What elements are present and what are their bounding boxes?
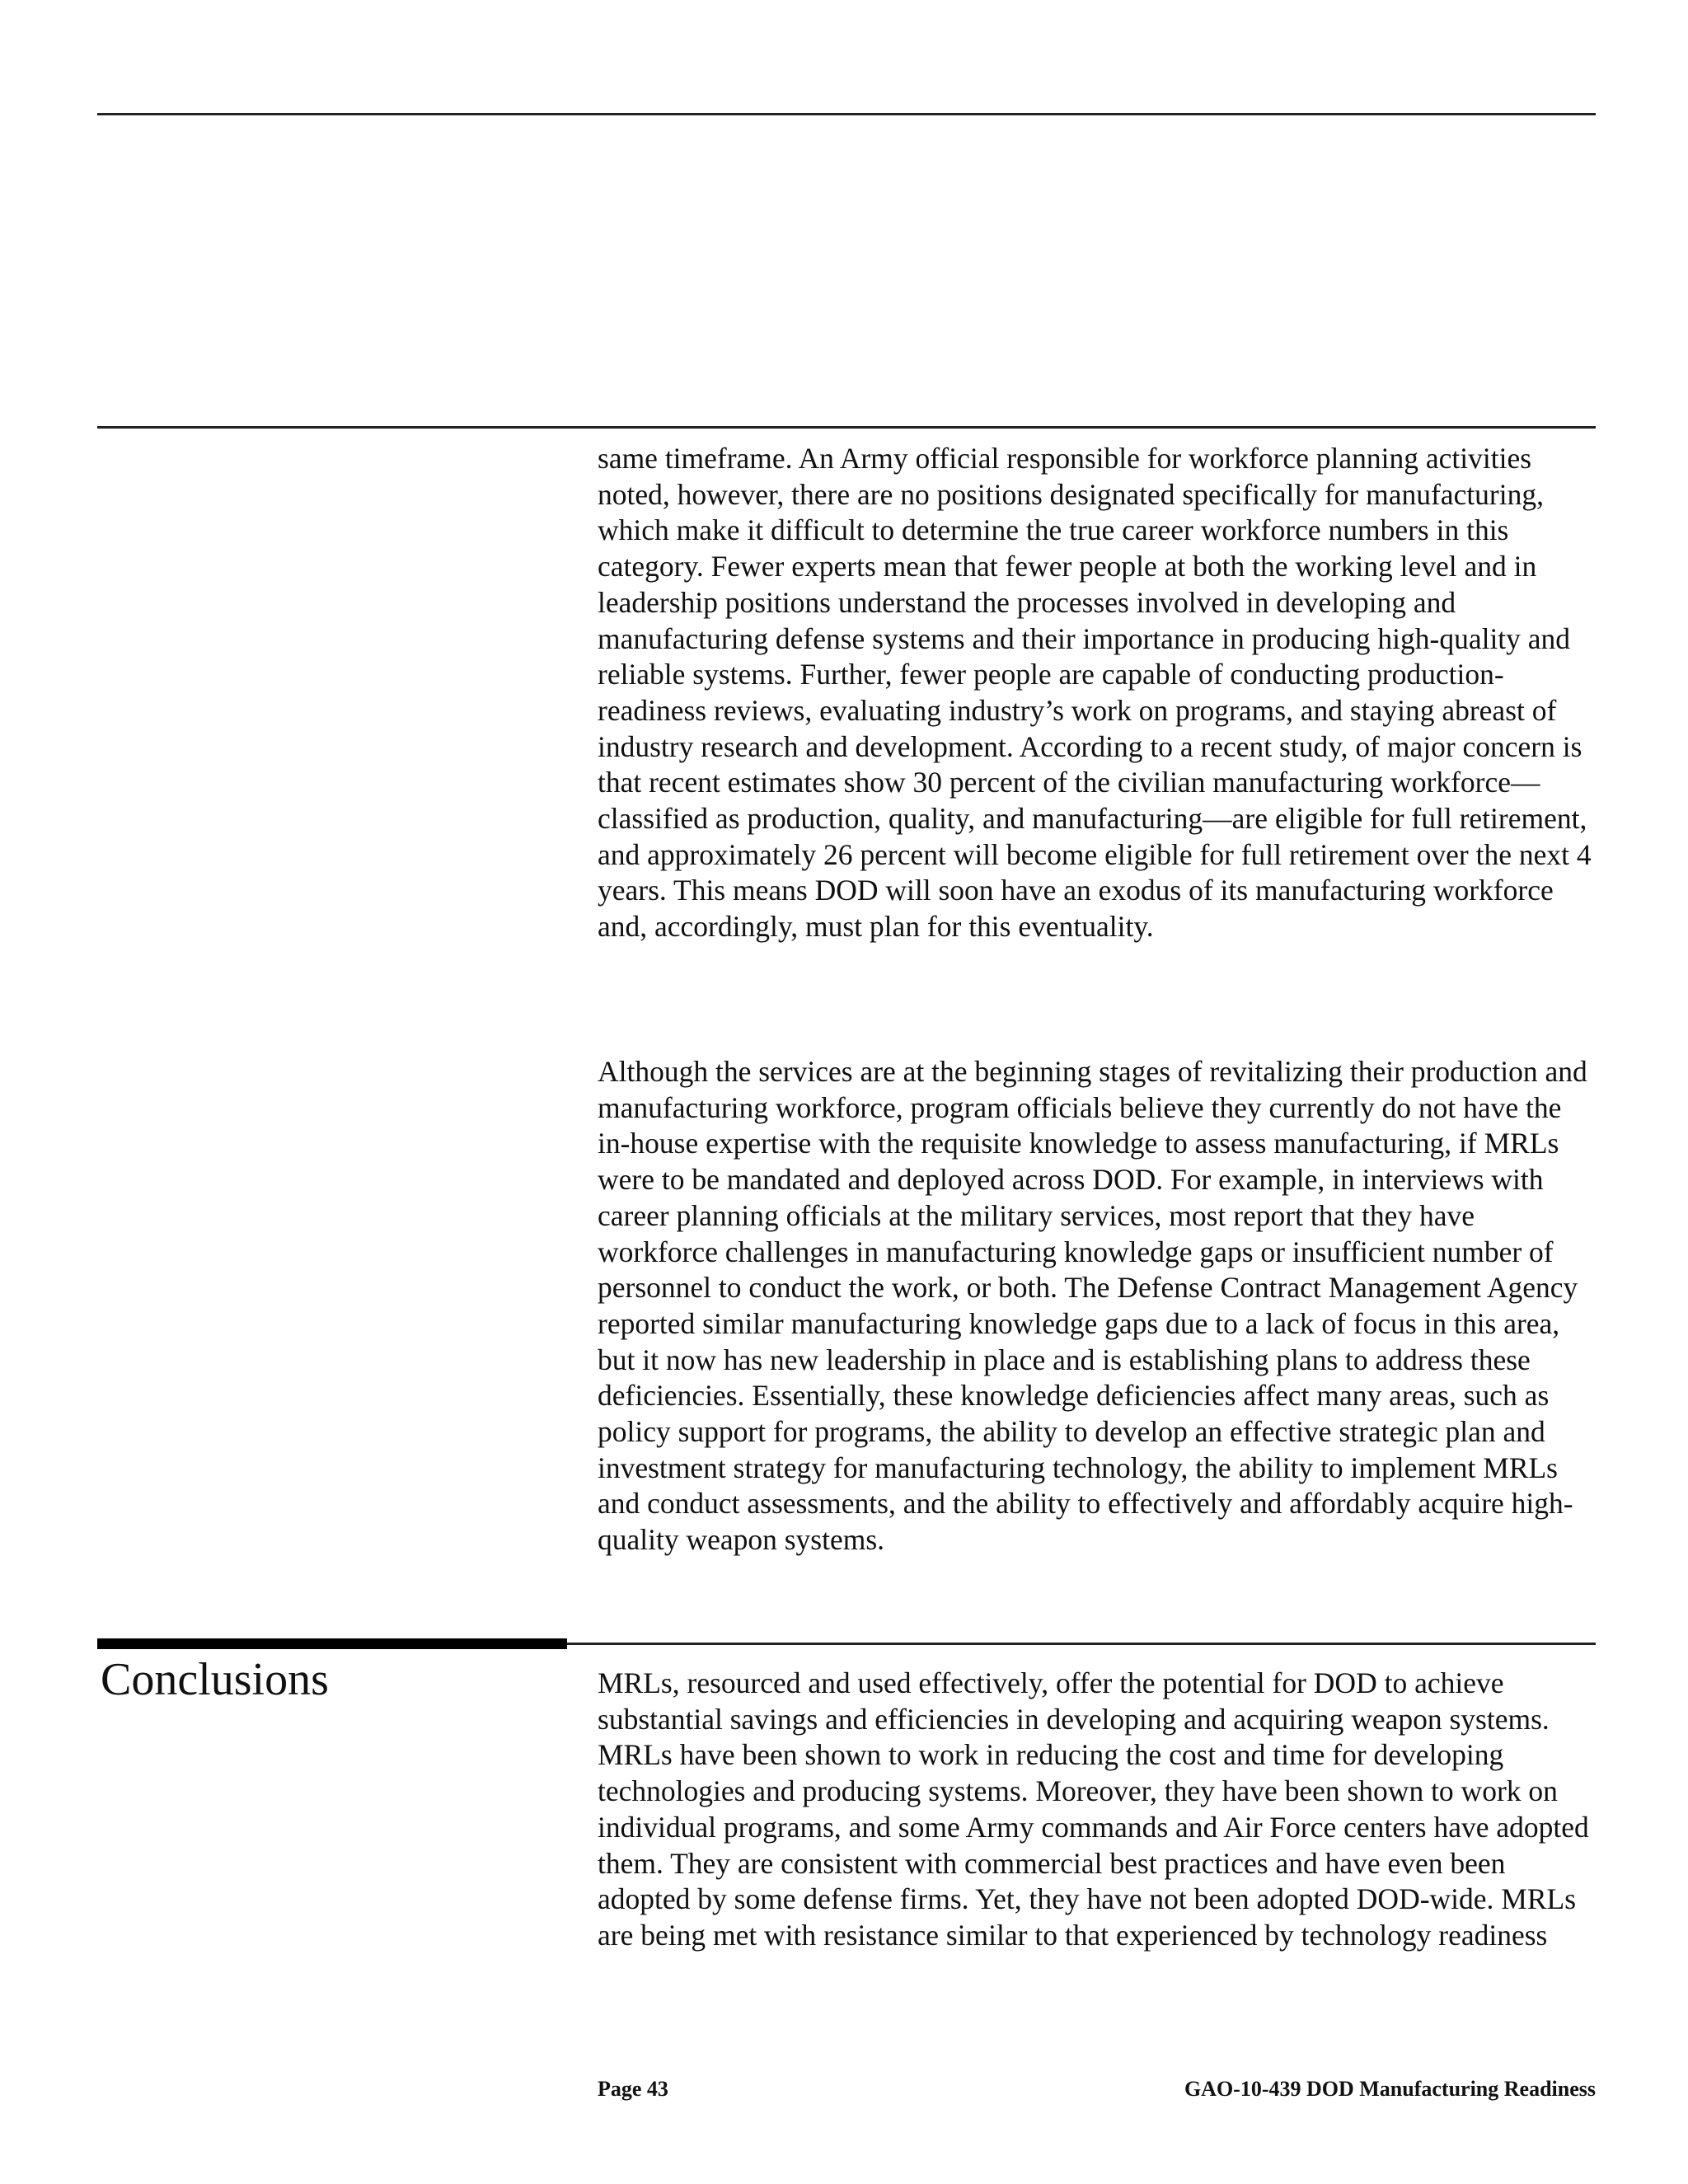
- section-rule: [97, 426, 1596, 429]
- body-paragraph: [598, 441, 1599, 945]
- paragraph-text: Although the services are at the beginning stages of revitalizing their production and manufacturing workforce, program officials believe they currently do not have the in-house expertise with the requisite knowledge to assess manufacturing, if MRLs were to be mandated and deployed across DOD. For example, in interviews with career planning officials at the military services, most report that they have workforce challenges in manufacturing knowledge gaps or insufficient number of personnel to conduct the work, or both. The Defense Contract Management Agency reported similar manufacturing knowledge gaps due to a lack of focus in this area, but it now has new leadership in place and is establishing plans to address these deficiencies. Essentially, these knowledge deficiencies affect many areas, such as policy support for programs, the ability to develop an effective strategic plan and investment strategy for manufacturing technology, the ability to implement MRLs and conduct assessments, and the ability to effectively and affordably acquire high-quality weapon systems.: [598, 1055, 1587, 1557]
- section-heading: Conclusions: [101, 1654, 329, 1705]
- paragraph-text: same timeframe. An Army official responsible for workforce planning activities noted, however, there are no positions designated specifically for manufacturing, which make it difficult to determine the true career workforce numbers in this category. Fewer experts mean that fewer people at both the working level and in leadership positions understand the processes involved in developing and manufacturing defense systems and their importance in producing high-quality and reliable systems. Further, fewer people are capable of conducting production-readiness reviews, evaluating industry’s work on programs, and staying abreast of industry research and development. According to a recent study, of major concern is that recent estimates show 30 percent of the civilian manufacturing workforce—classified as production, quality, and manufacturing—are eligible for full retirement, and approximately 26 percent will become eligible for full retirement over the next 4 years. This means DOD will soon have an exodus of its manufacturing workforce and, accordingly, must plan for this eventuality.: [598, 442, 1592, 944]
- page-number: Page 43: [598, 2077, 668, 2101]
- heading-bar: [97, 1638, 567, 1649]
- conclusions-paragraph: [598, 1666, 1599, 1954]
- top-rule: [97, 113, 1596, 115]
- paragraph-text: MRLs, resourced and used effectively, offer the potential for DOD to achieve substantial savings and efficiencies in developing and acquiring weapon systems. MRLs have been shown to work in reducing the cost and time for developing technologies and producing systems. Moreover, they have been shown to work on individual programs, and some Army commands and Air Force centers have adopted them. They are consistent with commercial best practices and have even been adopted by some defense firms. Yet, they have not been adopted DOD-wide. MRLs are being met with resistance similar to that experienced by technology readiness: [598, 1666, 1589, 1952]
- body-paragraph: [598, 1054, 1599, 1558]
- report-title: GAO-10-439 DOD Manufacturing Readiness: [1184, 2077, 1596, 2101]
